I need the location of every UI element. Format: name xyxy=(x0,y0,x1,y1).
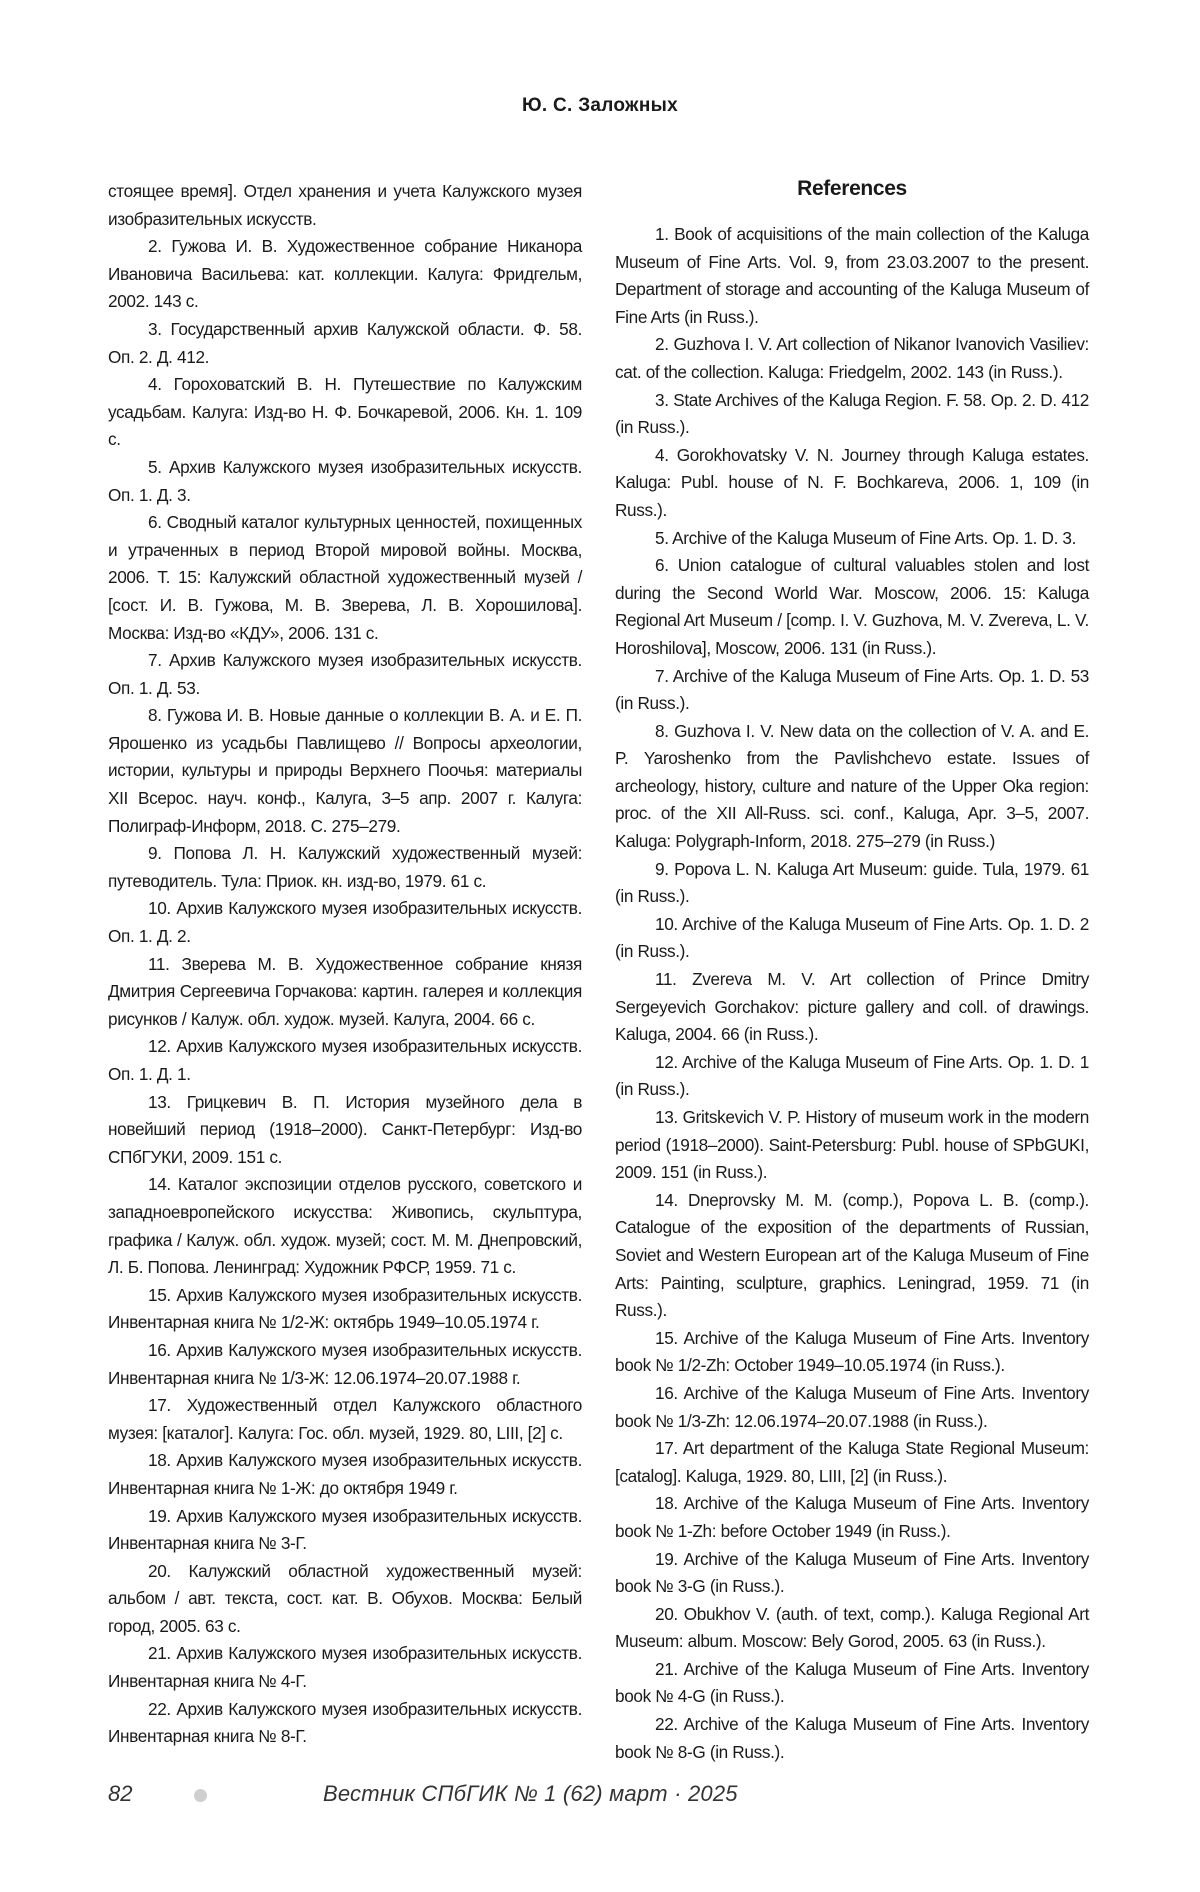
left-column-references-ru xyxy=(108,178,582,1751)
reference-entry: 17. Art department of the Kaluga State Regional Museum: [catalog]. Kaluga, 1929. 80, LIII, [2] (in Russ.). xyxy=(615,1438,1089,1486)
reference-entry: 14. Dneprovsky M. M. (comp.), Popova L. B. (comp.). Catalogue of the exposition of the departments of Russian, Soviet and Western European art of the Kaluga Museum of Fine Arts: Painting, sculpture, graphics. Leningrad, 1959. 71 (in Russ.). xyxy=(615,1189,1089,1321)
footer-dot-icon xyxy=(194,1789,207,1802)
page-footer xyxy=(108,1781,1108,1811)
reference-entry: 7. Архив Калужского музея изобразительных искусств. Оп. 1. Д. 53. xyxy=(108,650,582,698)
reference-entry: 13. Gritskevich V. P. History of museum work in the modern period (1918–2000). Saint-Petersburg: Publ. house of SPbGUKI, 2009. 151 (in Russ.). xyxy=(615,1107,1089,1183)
right-column-references-en xyxy=(615,175,1089,1766)
reference-entry: 6. Union catalogue of cultural valuables stolen and lost during the Second World War. Moscow, 2006. 15: Kaluga Regional Art Museum / [comp. I. V. Guzhova, M. V. Zvereva, L. V. Horoshilova], Moscow, 2006. 131 (in Russ.). xyxy=(615,555,1089,658)
reference-entry: 18. Архив Калужского музея изобразительных искусств. Инвентарная книга № 1-Ж: до октября 1949 г. xyxy=(108,1450,582,1498)
reference-entry: 2. Guzhova I. V. Art collection of Nikanor Ivanovich Vasiliev: cat. of the collection. Kaluga: Friedgelm, 2002. 143 (in Russ.). xyxy=(615,334,1089,382)
reference-entry: 12. Archive of the Kaluga Museum of Fine Arts. Op. 1. D. 1 (in Russ.). xyxy=(615,1051,1089,1100)
reference-entry: стоящее время]. Отдел хранения и учета Калужского музея изобразительных искусств. xyxy=(108,181,582,229)
reference-entry: 3. Государственный архив Калужской области. Ф. 58. Оп. 2. Д. 412. xyxy=(108,318,582,367)
reference-entry: 9. Popova L. N. Kaluga Art Museum: guide. Tula, 1979. 61 (in Russ.). xyxy=(615,858,1089,907)
reference-entry: 17. Художественный отдел Калужского областного музея: [каталог]. Калуга: Гос. обл. музей, 1929. 80, LIII, [2] с. xyxy=(108,1395,582,1443)
reference-entry: 3. State Archives of the Kaluga Region. F. 58. Op. 2. D. 412 (in Russ.). xyxy=(615,389,1089,438)
reference-entry: 16. Архив Калужского музея изобразительных искусств. Инвентарная книга № 1/3-Ж: 12.06.1974–20.07.1988 г. xyxy=(108,1339,582,1388)
reference-entry: 4. Гороховатский В. Н. Путешествие по Калужским усадьбам. Калуга: Изд-во Н. Ф. Бочкаревой, 2006. Кн. 1. 109 с. xyxy=(108,374,582,450)
page-number: 82 xyxy=(108,1781,133,1806)
reference-entry: 2. Гужова И. В. Художественное собрание Никанора Ивановича Васильева: кат. коллекции. Калуга: Фридгельм, 2002. 143 с. xyxy=(108,236,582,312)
reference-entry: 10. Archive of the Kaluga Museum of Fine Arts. Op. 1. D. 2 (in Russ.). xyxy=(615,913,1089,962)
reference-entry: 21. Архив Калужского музея изобразительных искусств. Инвентарная книга № 4-Г. xyxy=(108,1643,582,1692)
reference-entry: 20. Obukhov V. (auth. of text, comp.). Kaluga Regional Art Museum: album. Moscow: Bely Gorod, 2005. 63 (in Russ.). xyxy=(615,1603,1089,1652)
reference-entry: 19. Archive of the Kaluga Museum of Fine Arts. Inventory book № 3-G (in Russ.). xyxy=(615,1548,1089,1597)
reference-entry: 7. Archive of the Kaluga Museum of Fine Arts. Op. 1. D. 53 (in Russ.). xyxy=(615,665,1089,714)
reference-entry: 15. Archive of the Kaluga Museum of Fine Arts. Inventory book № 1/2-Zh: October 1949–10.05.1974 (in Russ.). xyxy=(615,1327,1089,1376)
reference-entry: 6. Сводный каталог культурных ценностей, похищенных и утраченных в период Второй мировой войны. Москва, 2006. Т. 15: Калужский областной художественный музей / [сост. И. В. Гужова, М. В. Зверева, Л. В. Хорошилова]. Москва: Изд-во «КДУ», 2006. 131 с. xyxy=(108,512,582,643)
reference-entry: 15. Архив Калужского музея изобразительных искусств. Инвентарная книга № 1/2-Ж: октябрь 1949–10.05.1974 г. xyxy=(108,1284,582,1333)
reference-entry: 11. Zvereva M. V. Art collection of Prince Dmitry Sergeyevich Gorchakov: picture gallery and coll. of drawings. Kaluga, 2004. 66 (in Russ.). xyxy=(615,969,1089,1045)
reference-entry: 11. Зверева М. В. Художественное собрание князя Дмитрия Сергеевича Горчакова: картин. галерея и коллекция рисунков / Калуж. обл. худож. музей. Калуга, 2004. 66 с. xyxy=(108,953,582,1029)
reference-entry: 13. Грицкевич В. П. История музейного дела в новейший период (1918–2000). Санкт-Петербург: Изд-во СПбГУКИ, 2009. 151 с. xyxy=(108,1091,582,1167)
reference-entry: 22. Архив Калужского музея изобразительных искусств. Инвентарная книга № 8-Г. xyxy=(108,1698,582,1747)
reference-entry: 21. Archive of the Kaluga Museum of Fine Arts. Inventory book № 4-G (in Russ.). xyxy=(615,1658,1089,1707)
reference-entry: 8. Гужова И. В. Новые данные о коллекции В. А. и Е. П. Ярошенко из усадьбы Павлищево // Вопросы археологии, истории, культуры и природы Верхнего Поочья: материалы XII Всерос. науч. конф., Калуга, 3–5 апр. 2007 г. Калуга: Полиграф-Информ, 2018. С. 275–279. xyxy=(108,705,582,836)
reference-entry: 16. Archive of the Kaluga Museum of Fine Arts. Inventory book № 1/3-Zh: 12.06.1974–20.07.1988 (in Russ.). xyxy=(615,1382,1089,1431)
reference-entry: 19. Архив Калужского музея изобразительных искусств. Инвентарная книга № 3-Г. xyxy=(108,1505,582,1554)
references-heading: References xyxy=(797,177,907,200)
reference-entry: 20. Калужский областной художественный музей: альбом / авт. текста, сост. кат. В. Обухов. Москва: Белый город, 2005. 63 с. xyxy=(108,1560,582,1636)
reference-entry: 14. Каталог экспозиции отделов русского, советского и западноевропейского искусства: Живопись, скульптура, графика / Калуж. обл. худож. музей; сост. М. М. Днепровский, Л. Б. Попова. Ленинград: Художник РФСР, 1959. 71 с. xyxy=(108,1174,582,1278)
reference-entry: 4. Gorokhovatsky V. N. Journey through Kaluga estates. Kaluga: Publ. house of N. F. Bochkareva, 2006. 1, 109 (in Russ.). xyxy=(615,444,1089,520)
reference-entry: 5. Архив Калужского музея изобразительных искусств. Оп. 1. Д. 3. xyxy=(108,456,582,505)
reference-entry: 8. Guzhova I. V. New data on the collection of V. A. and E. P. Yaroshenko from the Pavlishchevo estate. Issues of archeology, history, culture and nature of the Upper Oka region: proc. of the XII All-Russ. sci. conf., Kaluga, Apr. 3–5, 2007. Kaluga: Polygraph-Inform, 2018. 275–279 (in Russ.) xyxy=(615,720,1089,852)
journal-title: Вестник СПбГИК № 1 (62) март · 2025 xyxy=(323,1781,738,1806)
reference-entry: 22. Archive of the Kaluga Museum of Fine Arts. Inventory book № 8-G (in Russ.). xyxy=(615,1714,1089,1762)
reference-entry: 5. Archive of the Kaluga Museum of Fine Arts. Op. 1. D. 3. xyxy=(655,527,1077,548)
reference-entry: 1. Book of acquisitions of the main collection of the Kaluga Museum of Fine Arts. Vol. 9, from 23.03.2007 to the present. Department of storage and accounting of the Kaluga Museum of Fine Arts (in Russ.). xyxy=(615,224,1089,327)
running-head-author: Ю. С. Заложных xyxy=(521,95,678,116)
reference-entry: 10. Архив Калужского музея изобразительных искусств. Оп. 1. Д. 2. xyxy=(108,898,582,947)
reference-entry: 12. Архив Калужского музея изобразительных искусств. Оп. 1. Д. 1. xyxy=(108,1036,582,1084)
reference-entry: 9. Попова Л. Н. Калужский художественный музей: путеводитель. Тула: Приок. кн. изд-во, 1979. 61 с. xyxy=(108,843,582,891)
reference-entry: 18. Archive of the Kaluga Museum of Fine Arts. Inventory book № 1-Zh: before October 1949 (in Russ.). xyxy=(615,1493,1089,1541)
